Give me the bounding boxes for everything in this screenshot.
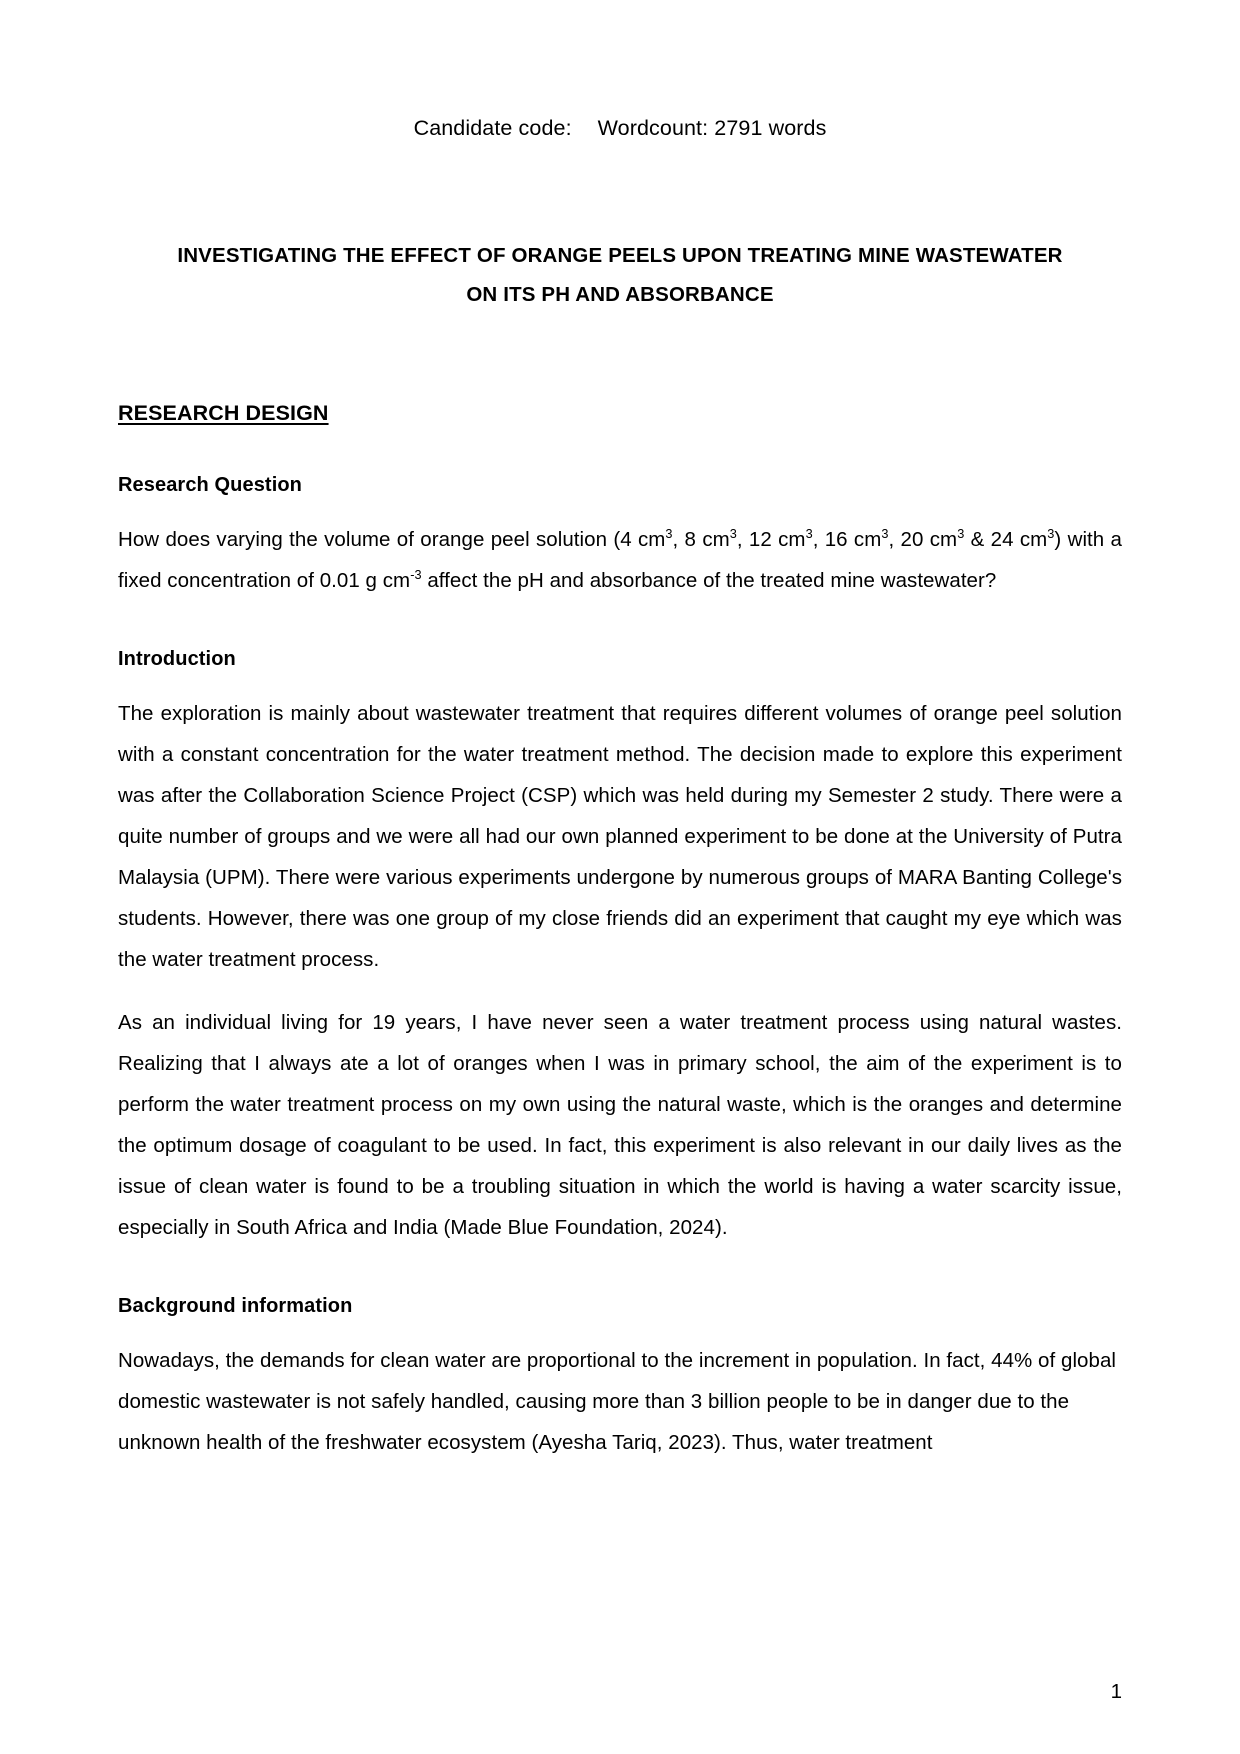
rq-sup-3: 3 (805, 526, 813, 542)
heading-research-question: Research Question (118, 474, 302, 497)
rq-part-4: , 16 cm (812, 528, 882, 552)
heading-introduction: Introduction (118, 648, 236, 671)
page-number: 1 (1110, 1679, 1122, 1703)
rq-sup-1: 3 (665, 526, 673, 542)
rq-part-6: & 24 cm (964, 528, 1048, 552)
page-title-line-2: WASTEWATER ON ITS PH AND ABSORBANCE (466, 243, 1063, 307)
wordcount-label: Wordcount: 2791 words (597, 116, 827, 140)
rq-sup-7: -3 (410, 567, 422, 583)
background-paragraph-1: Nowadays, the demands for clean water are proportional to the increment in population. In fact, 44% of global domestic wastewater is not safely handled, causing more than 3 billion people to be in danger due to the unknown health of the freshwater ecosystem (Ayesha Tariq, 2023). Thus, water treatment (118, 1349, 1117, 1455)
rq-part-2: , 8 cm (672, 528, 730, 552)
rq-sup-4: 3 (881, 526, 889, 542)
candidate-code-label: Candidate code: (413, 116, 572, 140)
rq-sup-2: 3 (729, 526, 737, 542)
page-title-line-1: INVESTIGATING THE EFFECT OF ORANGE PEELS UPON TREATING MINE (177, 243, 910, 267)
document-header (118, 118, 1122, 140)
rq-part-1: How does varying the volume of orange peel solution (4 cm (118, 528, 666, 552)
rq-sup-6: 3 (1047, 526, 1055, 542)
introduction-paragraph-1: The exploration is mainly about wastewater treatment that requires different volumes of orange peel solution with a constant concentration for the water treatment method. The decision made to explore this experiment was after the Collaboration Science Project (CSP) which was held during my Semester 2 study. There were a quite number of groups and we were all had our own planned experiment to be done at the University of Putra Malaysia (UPM). There were various experiments undergone by numerous groups of MARA Banting College's students. However, there was one group of my close friends did an experiment that caught my eye which was the water treatment process. (118, 702, 1122, 972)
page-title (170, 236, 1070, 316)
rq-part-5: , 20 cm (888, 528, 958, 552)
research-question-text (118, 519, 1122, 601)
rq-part-3: , 12 cm (736, 528, 806, 552)
rq-sup-5: 3 (957, 526, 965, 542)
heading-research-design: RESEARCH DESIGN (118, 401, 329, 426)
introduction-paragraph-2: As an individual living for 19 years, I have never seen a water treatment process using natural wastes. Realizing that I always ate a lot of oranges when I was in primary school, the aim of the experiment is to perform the water treatment process on my own using the natural waste, which is the oranges and determine the optimum dosage of coagulant to be used. In fact, this experiment is also relevant in our daily lives as the issue of clean water is found to be a troubling situation in which the world is having a water scarcity issue, especially in South Africa and India (Made Blue Foundation, 2024). (118, 1011, 1122, 1240)
heading-background-information: Background information (118, 1295, 353, 1318)
rq-part-7: ) with a fixed concentration of 0.01 g cm (118, 528, 1122, 593)
rq-part-8: affect the pH and absorbance of the treated mine wastewater? (421, 569, 997, 593)
